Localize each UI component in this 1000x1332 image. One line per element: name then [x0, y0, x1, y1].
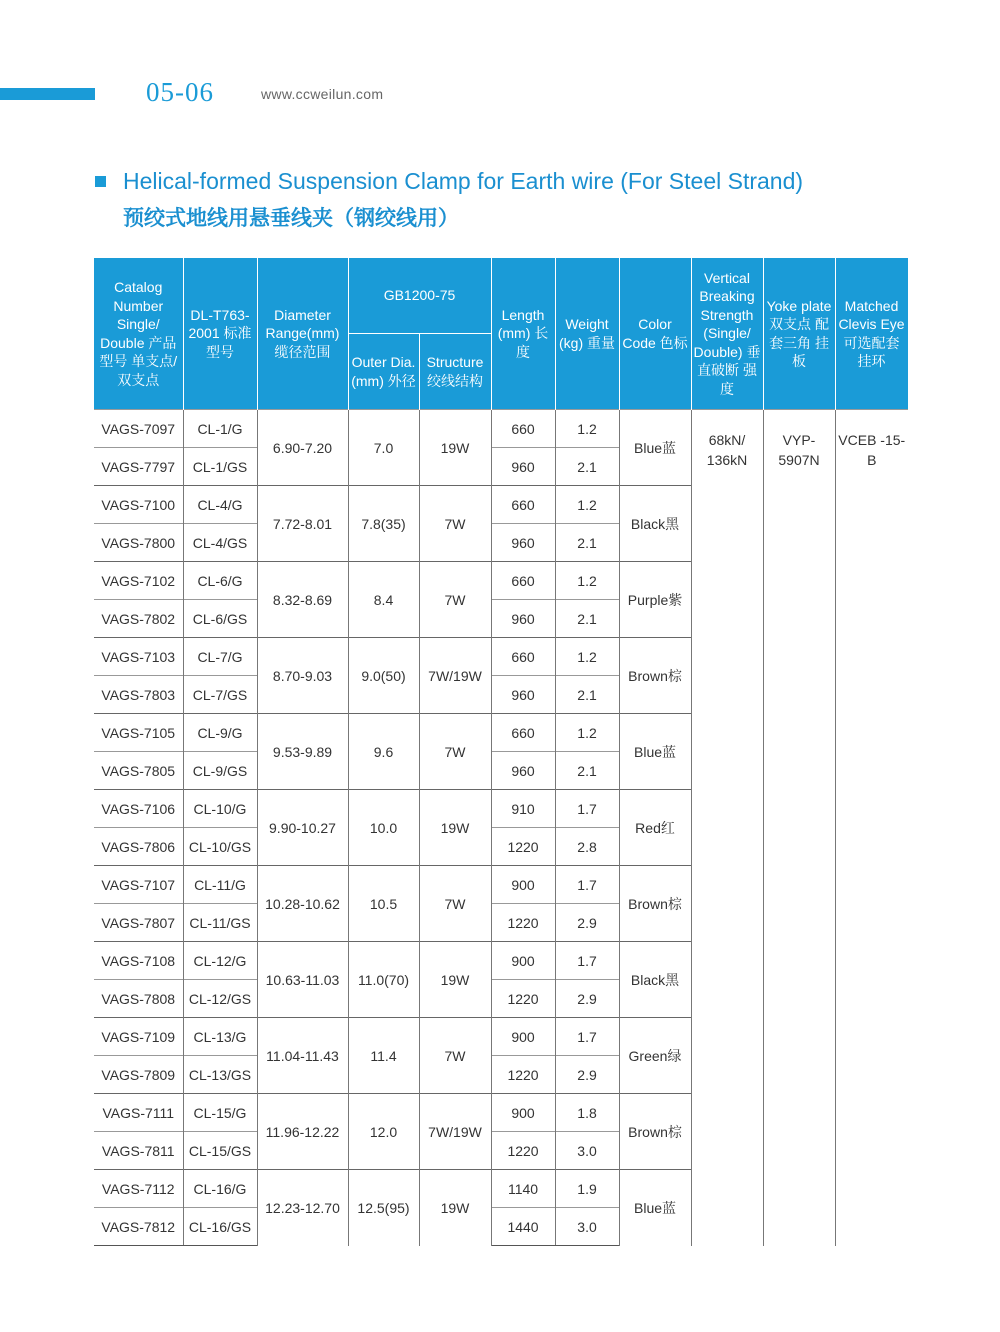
length-cell: 960 — [491, 448, 555, 486]
structure-cell: 7W — [419, 1018, 491, 1094]
diameter-range-cell: 9.90-10.27 — [257, 790, 348, 866]
diameter-range-cell: 11.96-12.22 — [257, 1094, 348, 1170]
length-cell: 960 — [491, 676, 555, 714]
color-code-cell: Red红 — [619, 790, 691, 866]
weight-cell: 1.7 — [555, 790, 619, 828]
color-code-cell: Black黑 — [619, 486, 691, 562]
color-code-cell: Purple紫 — [619, 562, 691, 638]
diameter-range-cell: 9.53-9.89 — [257, 714, 348, 790]
weight-cell: 1.2 — [555, 638, 619, 676]
length-cell: 900 — [491, 942, 555, 980]
dl-standard-cell: CL-9/G — [183, 714, 257, 752]
color-code-cell: Brown棕 — [619, 1094, 691, 1170]
dl-standard-cell: CL-10/G — [183, 790, 257, 828]
length-cell: 1440 — [491, 1208, 555, 1246]
length-cell: 660 — [491, 562, 555, 600]
diameter-range-cell: 11.04-11.43 — [257, 1018, 348, 1094]
catalog-number-cell: VAGS-7808 — [94, 980, 183, 1018]
header-color: Color Code 色标 — [619, 258, 691, 410]
structure-cell: 7W/19W — [419, 1094, 491, 1170]
dl-standard-cell: CL-1/G — [183, 410, 257, 448]
dl-standard-cell: CL-10/GS — [183, 828, 257, 866]
header-diameter: Diameter Range(mm) 缆径范围 — [257, 258, 348, 410]
dl-standard-cell: CL-11/G — [183, 866, 257, 904]
catalog-number-cell: VAGS-7802 — [94, 600, 183, 638]
structure-cell: 7W — [419, 486, 491, 562]
weight-cell: 1.7 — [555, 1018, 619, 1056]
diameter-range-cell: 8.70-9.03 — [257, 638, 348, 714]
dl-standard-cell: CL-15/GS — [183, 1132, 257, 1170]
title-chinese: 预绞式地线用悬垂线夹（钢绞线用） — [123, 206, 459, 230]
weight-cell: 3.0 — [555, 1132, 619, 1170]
outer-dia-cell: 9.6 — [348, 714, 419, 790]
outer-dia-cell: 7.8(35) — [348, 486, 419, 562]
length-cell: 1140 — [491, 1170, 555, 1208]
length-cell: 660 — [491, 486, 555, 524]
weight-cell: 2.1 — [555, 752, 619, 790]
weight-cell: 1.9 — [555, 1170, 619, 1208]
outer-dia-cell: 11.0(70) — [348, 942, 419, 1018]
color-code-cell: Blue蓝 — [619, 410, 691, 486]
outer-dia-cell: 8.4 — [348, 562, 419, 638]
length-cell: 960 — [491, 752, 555, 790]
structure-cell: 19W — [419, 410, 491, 486]
weight-cell: 2.1 — [555, 524, 619, 562]
header-vertical: Vertical Breaking Strength (Single/ Double) 垂直破断 强度 — [691, 258, 763, 410]
dl-standard-cell: CL-6/G — [183, 562, 257, 600]
weight-cell: 2.1 — [555, 448, 619, 486]
dl-standard-cell: CL-7/GS — [183, 676, 257, 714]
catalog-number-cell: VAGS-7806 — [94, 828, 183, 866]
outer-dia-cell: 10.0 — [348, 790, 419, 866]
catalog-number-cell: VAGS-7100 — [94, 486, 183, 524]
weight-cell: 2.1 — [555, 600, 619, 638]
catalog-number-cell: VAGS-7807 — [94, 904, 183, 942]
outer-dia-cell: 7.0 — [348, 410, 419, 486]
color-code-cell: Blue蓝 — [619, 1170, 691, 1246]
catalog-number-cell: VAGS-7102 — [94, 562, 183, 600]
catalog-number-cell: VAGS-7107 — [94, 866, 183, 904]
length-cell: 660 — [491, 714, 555, 752]
dl-standard-cell: CL-6/GS — [183, 600, 257, 638]
spec-table-body — [94, 410, 908, 1246]
catalog-number-cell: VAGS-7805 — [94, 752, 183, 790]
length-cell: 900 — [491, 1018, 555, 1056]
header-yoke: Yoke plate 双支点 配套三角 挂板 — [763, 258, 835, 410]
header-outer: Outer Dia.(mm) 外径 — [348, 334, 419, 410]
catalog-number-cell: VAGS-7112 — [94, 1170, 183, 1208]
dl-standard-cell: CL-9/GS — [183, 752, 257, 790]
catalog-number-cell: VAGS-7800 — [94, 524, 183, 562]
header-accent-bar — [0, 88, 95, 100]
dl-standard-cell: CL-16/GS — [183, 1208, 257, 1246]
header-dl: DL-T763-2001 标准型号 — [183, 258, 257, 410]
weight-cell: 2.8 — [555, 828, 619, 866]
length-cell: 900 — [491, 1094, 555, 1132]
length-cell: 660 — [491, 638, 555, 676]
length-cell: 1220 — [491, 828, 555, 866]
catalog-number-cell: VAGS-7803 — [94, 676, 183, 714]
diameter-range-cell: 10.28-10.62 — [257, 866, 348, 942]
catalog-number-cell: VAGS-7109 — [94, 1018, 183, 1056]
catalog-number-cell: VAGS-7103 — [94, 638, 183, 676]
diameter-range-cell: 12.23-12.70 — [257, 1170, 348, 1246]
vertical-strength-cell: 68kN/ 136kN — [691, 410, 763, 1246]
dl-standard-cell: CL-16/G — [183, 1170, 257, 1208]
length-cell: 960 — [491, 524, 555, 562]
weight-cell: 1.2 — [555, 486, 619, 524]
catalog-number-cell: VAGS-7811 — [94, 1132, 183, 1170]
dl-standard-cell: CL-13/G — [183, 1018, 257, 1056]
color-code-cell: Black黑 — [619, 942, 691, 1018]
diameter-range-cell: 6.90-7.20 — [257, 410, 348, 486]
table-row — [94, 410, 908, 448]
diameter-range-cell: 7.72-8.01 — [257, 486, 348, 562]
weight-cell: 1.7 — [555, 942, 619, 980]
outer-dia-cell: 11.4 — [348, 1018, 419, 1094]
dl-standard-cell: CL-12/G — [183, 942, 257, 980]
diameter-range-cell: 8.32-8.69 — [257, 562, 348, 638]
weight-cell: 2.9 — [555, 904, 619, 942]
length-cell: 660 — [491, 410, 555, 448]
catalog-number-cell: VAGS-7105 — [94, 714, 183, 752]
color-code-cell: Brown棕 — [619, 866, 691, 942]
catalog-number-cell: VAGS-7809 — [94, 1056, 183, 1094]
dl-standard-cell: CL-15/G — [183, 1094, 257, 1132]
length-cell: 1220 — [491, 904, 555, 942]
header-length: Length (mm) 长度 — [491, 258, 555, 410]
catalog-number-cell: VAGS-7812 — [94, 1208, 183, 1246]
catalog-number-cell: VAGS-7097 — [94, 410, 183, 448]
length-cell: 900 — [491, 866, 555, 904]
page-number: 05-06 — [146, 77, 214, 107]
length-cell: 1220 — [491, 1056, 555, 1094]
diameter-range-cell: 10.63-11.03 — [257, 942, 348, 1018]
dl-standard-cell: CL-4/GS — [183, 524, 257, 562]
weight-cell: 2.9 — [555, 1056, 619, 1094]
length-cell: 960 — [491, 600, 555, 638]
weight-cell: 1.2 — [555, 410, 619, 448]
header-catalog: Catalog Number Single/ Double 产品型号 单支点/ 双支点 — [94, 258, 183, 410]
outer-dia-cell: 12.5(95) — [348, 1170, 419, 1246]
website-url: www.ccweilun.com — [261, 86, 384, 102]
title-bullet-icon — [95, 176, 106, 187]
header-structure: Structure 绞线结构 — [419, 334, 491, 410]
length-cell: 1220 — [491, 1132, 555, 1170]
weight-cell: 1.2 — [555, 562, 619, 600]
weight-cell: 1.2 — [555, 714, 619, 752]
catalog-number-cell: VAGS-7106 — [94, 790, 183, 828]
header-weight: Weight (kg) 重量 — [555, 258, 619, 410]
outer-dia-cell: 12.0 — [348, 1094, 419, 1170]
dl-standard-cell: CL-4/G — [183, 486, 257, 524]
catalog-number-cell: VAGS-7108 — [94, 942, 183, 980]
structure-cell: 19W — [419, 790, 491, 866]
dl-standard-cell: CL-12/GS — [183, 980, 257, 1018]
structure-cell: 7W/19W — [419, 638, 491, 714]
weight-cell: 1.7 — [555, 866, 619, 904]
weight-cell: 3.0 — [555, 1208, 619, 1246]
color-code-cell: Blue蓝 — [619, 714, 691, 790]
color-code-cell: Brown棕 — [619, 638, 691, 714]
dl-standard-cell: CL-7/G — [183, 638, 257, 676]
color-code-cell: Green绿 — [619, 1018, 691, 1094]
dl-standard-cell: CL-1/GS — [183, 448, 257, 486]
clevis-eye-cell: VCEB -15-B — [835, 410, 908, 1246]
weight-cell: 2.1 — [555, 676, 619, 714]
structure-cell: 7W — [419, 866, 491, 942]
header-gb: GB1200-75 — [348, 258, 491, 334]
catalog-number-cell: VAGS-7797 — [94, 448, 183, 486]
catalog-number-cell: VAGS-7111 — [94, 1094, 183, 1132]
weight-cell: 2.9 — [555, 980, 619, 1018]
yoke-plate-cell: VYP- 5907N — [763, 410, 835, 1246]
length-cell: 1220 — [491, 980, 555, 1018]
structure-cell: 19W — [419, 942, 491, 1018]
dl-standard-cell: CL-13/GS — [183, 1056, 257, 1094]
outer-dia-cell: 10.5 — [348, 866, 419, 942]
weight-cell: 1.8 — [555, 1094, 619, 1132]
dl-standard-cell: CL-11/GS — [183, 904, 257, 942]
spec-table — [94, 258, 909, 1246]
structure-cell: 7W — [419, 562, 491, 638]
length-cell: 910 — [491, 790, 555, 828]
header-clevis: Matched Clevis Eye 可选配套 挂环 — [835, 258, 908, 410]
structure-cell: 19W — [419, 1170, 491, 1246]
title-english: Helical-formed Suspension Clamp for Earth wire (For Steel Strand) — [123, 168, 804, 194]
outer-dia-cell: 9.0(50) — [348, 638, 419, 714]
structure-cell: 7W — [419, 714, 491, 790]
